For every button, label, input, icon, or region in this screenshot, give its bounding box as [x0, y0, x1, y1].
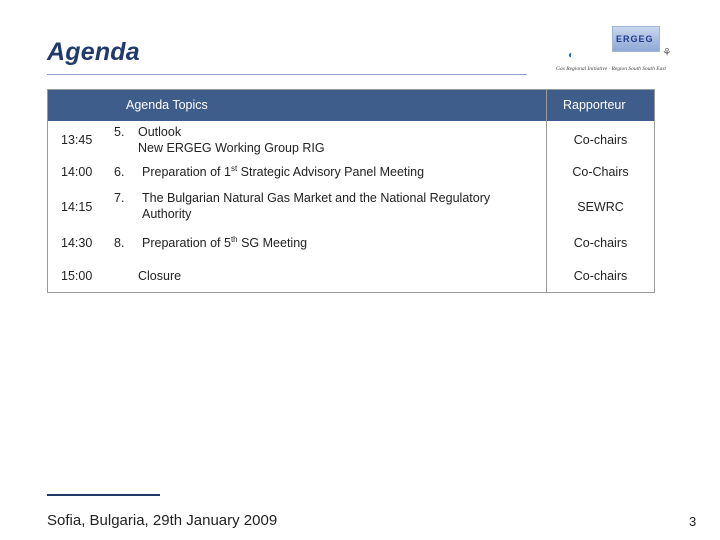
- ergeg-logo-word: ERGEG: [616, 34, 654, 44]
- topic-text: SG Meeting: [237, 236, 308, 250]
- row-topic-line2: New ERGEG Working Group RIG: [138, 141, 325, 155]
- italian-regulator-logo-icon: ⚘: [662, 47, 672, 59]
- row-topic: [142, 164, 424, 180]
- topic-text: Strategic Advisory Panel Meeting: [237, 165, 425, 179]
- row-rapporteur: SEWRC: [577, 200, 624, 214]
- row-time: 14:00: [61, 165, 93, 179]
- row-topic: The Bulgarian Natural Gas Market and the National Regulatory: [142, 191, 491, 205]
- title-divider: [47, 74, 527, 75]
- page-title: Agenda: [47, 38, 140, 66]
- topic-text: Preparation of 1: [142, 165, 231, 179]
- footer-location-date: Sofia, Bulgaria, 29th January 2009: [47, 512, 278, 529]
- row-rapporteur: Co-chairs: [573, 236, 628, 250]
- row-number: 5.: [114, 125, 125, 139]
- footer-divider: [47, 494, 160, 496]
- row-topic: [142, 235, 307, 251]
- row-time: 13:45: [61, 133, 93, 147]
- row-time: 14:15: [61, 200, 93, 214]
- energy-regulator-logo-icon: ◐: [568, 50, 575, 61]
- ergeg-logo: [556, 26, 708, 80]
- row-time: 15:00: [61, 269, 93, 283]
- row-rapporteur: Co-Chairs: [572, 165, 629, 179]
- row-number: 8.: [114, 236, 125, 250]
- column-divider: [546, 90, 547, 292]
- row-time: 14:30: [61, 236, 93, 250]
- header-rapporteur-label: Rapporteur: [563, 98, 626, 112]
- row-topic: Closure: [138, 269, 182, 283]
- topic-superscript: th: [230, 234, 238, 244]
- logo-tagline: Gas Regional Initiative · Region South South East: [556, 66, 666, 72]
- agenda-table: [47, 89, 655, 293]
- table-header-rapporteur: [547, 90, 654, 121]
- row-number: 6.: [114, 165, 125, 179]
- topic-superscript: st: [230, 163, 238, 173]
- row-topic-line2: Authority: [142, 207, 192, 221]
- page-number: 3: [689, 514, 697, 529]
- table-header-topics: [48, 90, 546, 121]
- header-topics-label: Agenda Topics: [126, 98, 208, 112]
- row-rapporteur: Co-chairs: [573, 133, 628, 147]
- topic-text: Preparation of 5: [142, 236, 231, 250]
- row-number: 7.: [114, 191, 125, 205]
- row-rapporteur: Co-chairs: [573, 269, 628, 283]
- row-topic: Outlook: [138, 125, 182, 139]
